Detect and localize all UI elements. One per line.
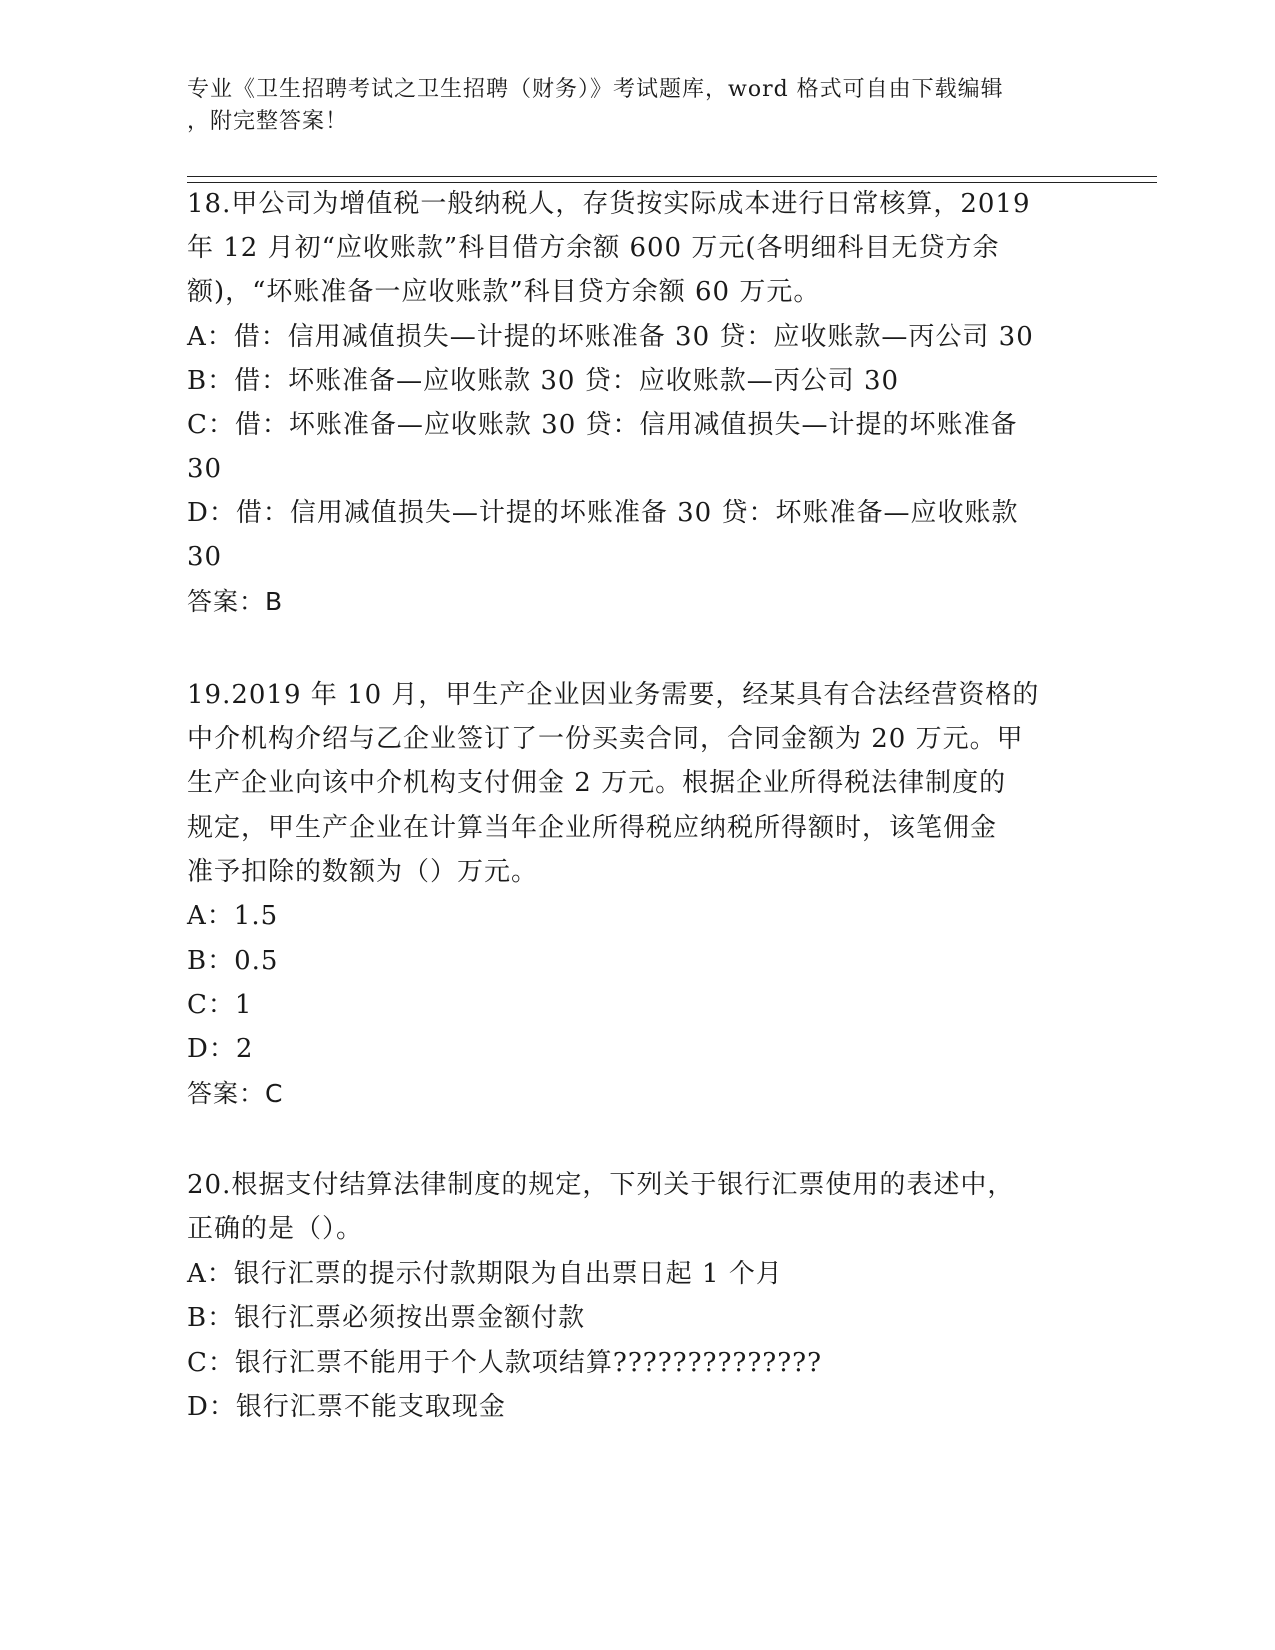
document-header: [187, 74, 1067, 138]
q19-option-d: D：2: [187, 1034, 254, 1064]
q19-option-a: A：1.5: [187, 901, 279, 931]
q20-option-c: C：银行汇票不能用于个人款项结算??????????????: [187, 1348, 823, 1378]
q19-option-b: B：0.5: [187, 946, 279, 976]
q20-option-a: A：银行汇票的提示付款期限为自出票日起 1 个月: [187, 1259, 783, 1289]
q19-stem-line-4: 规定，甲生产企业在计算当年企业所得税应纳税所得额时，该笔佣金: [187, 813, 998, 843]
q19-stem-line-2: 中介机构介绍与乙企业签订了一份买卖合同，合同金额为 20 万元。甲: [187, 724, 1024, 754]
q18-option-d: D：借：信用减值损失—计提的坏账准备 30 贷：坏账准备—应收账款: [187, 498, 1019, 528]
q19-option-c: C：1: [187, 990, 253, 1020]
header-line-2: ，附完整答案！: [187, 109, 349, 134]
q18-option-c: C：借：坏账准备—应收账款 30 贷：信用减值损失—计提的坏账准备: [187, 410, 1018, 440]
q18-stem-line-1: 18.甲公司为增值税一般纳税人，存货按实际成本进行日常核算，2019: [187, 189, 1031, 219]
q19-stem-line-5: 准予扣除的数额为（）万元。: [187, 857, 539, 887]
q20-option-d: D：银行汇票不能支取现金: [187, 1392, 506, 1422]
q18-option-c-cont: 30: [187, 454, 223, 484]
q18-stem-line-3: 额)，“坏账准备一应收账款”科目贷方余额 60 万元。: [187, 277, 821, 307]
q20-stem-line-2: 正确的是（）。: [187, 1214, 364, 1244]
q19-stem-line-3: 生产企业向该中介机构支付佣金 2 万元。根据企业所得税法律制度的: [187, 768, 1007, 798]
q18-option-b: B：借：坏账准备—应收账款 30 贷：应收账款—丙公司 30: [187, 366, 900, 396]
q18-stem-line-2: 年 12 月初“应收账款”科目借方余额 600 万元(各明细科目无贷方余: [187, 233, 1000, 263]
q18-answer: 答案：B: [187, 587, 284, 616]
header-divider-bottom: [187, 182, 1157, 183]
header-line-1: 专业《卫生招聘考试之卫生招聘（财务）》考试题库，word 格式可自由下载编辑: [187, 77, 1004, 102]
q20-option-b: B：银行汇票必须按出票金额付款: [187, 1303, 586, 1333]
q19-stem-line-1: 19.2019 年 10 月，甲生产企业因业务需要，经某具有合法经营资格的: [187, 680, 1040, 710]
q20-stem-line-1: 20.根据支付结算法律制度的规定，下列关于银行汇票使用的表述中，: [187, 1170, 1015, 1200]
q19-answer: 答案：C: [187, 1079, 284, 1108]
header-divider-top: [187, 176, 1157, 177]
q18-option-d-cont: 30: [187, 542, 223, 572]
q18-option-a: A：借：信用减值损失—计提的坏账准备 30 贷：应收账款—丙公司 30: [187, 322, 1034, 352]
